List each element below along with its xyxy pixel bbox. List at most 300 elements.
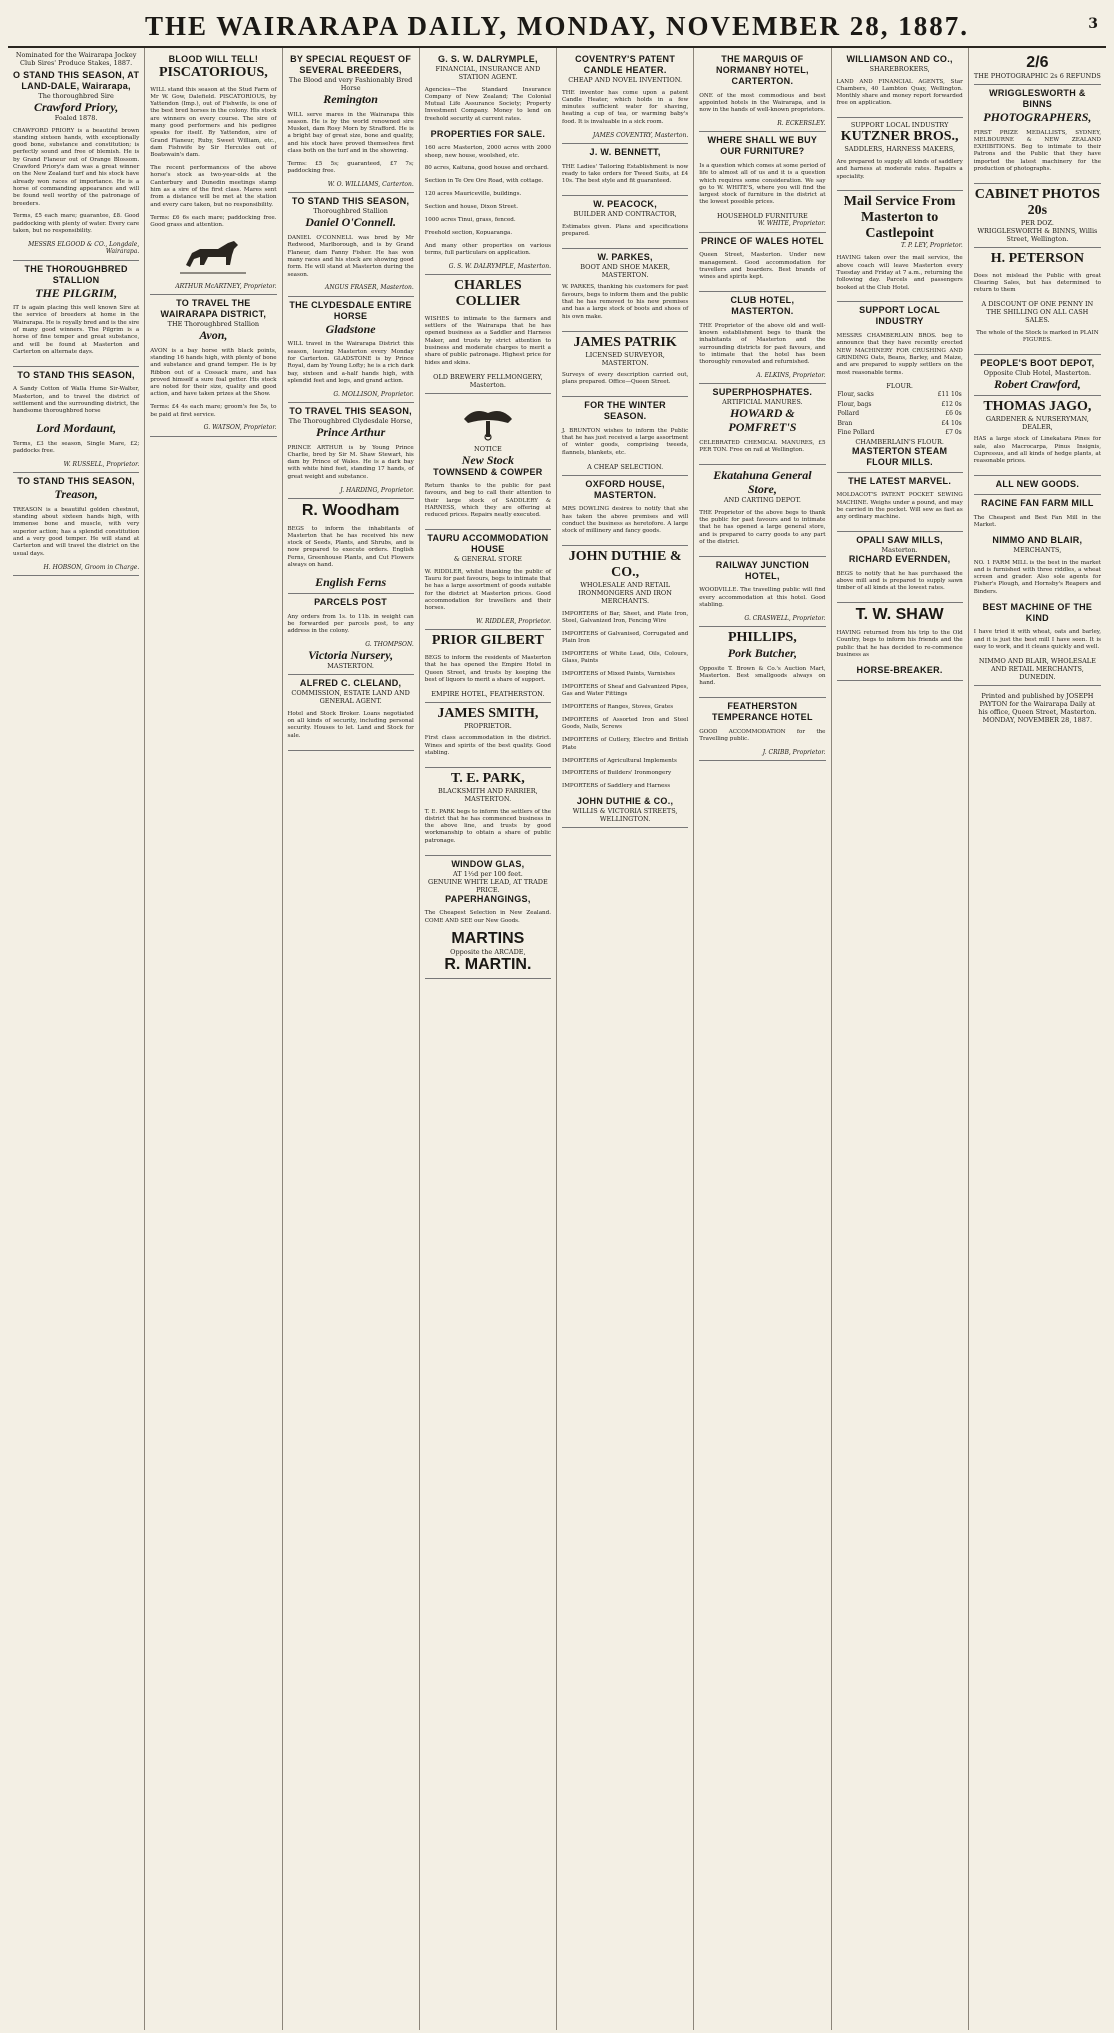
advert-body: T. E. PARK begs to inform the settlers of the district that he has commenced business in the above line, and trusts by good workmanship to obtain a share of public patronage. — [424, 808, 551, 844]
advert-subheading: The thoroughbred Sire — [38, 92, 114, 100]
property-item: Section and house, Dixon Street. — [424, 204, 518, 211]
price-item: Pollard — [837, 410, 860, 418]
advert-subheading: THE PHOTOGRAPHIC 2s 6 REFUNDS — [973, 72, 1101, 80]
advert-heading: SUPERPHOSPHATES. — [712, 387, 813, 398]
advert-heading: J. W. BENNETT, — [589, 146, 661, 157]
advert-avon — [150, 295, 276, 437]
advert-body: WILL serve mares in the Wairarapa this season. He is by the world renowned sire Musket, dam Rosy Morn by Strafford. He is a bright bay of great size, bone and quality, and his stock have proved themselves first class both on the turf and in the showring. — [287, 111, 414, 155]
advert-subheading: WHOLESALE AND RETAIL IRONMONGERS AND IRON MERCHANTS. — [578, 581, 672, 606]
advert-heading: PARCELS POST — [314, 596, 388, 607]
advert-heading: CHARLES COLLIER — [454, 278, 522, 310]
advert-body: W. RIDDLER, whilst thanking the public of Tauru for past favours, begs to intimate that he has a large assortment of goods suitable for the district at Masterton prices. Good accommodation for travellers and their horses. — [424, 568, 551, 612]
importer-item: IMPORTERS of Bar, Sheet, and Plate Iron, Steel, Galvanized Iron, Fencing Wire — [562, 610, 689, 624]
price-item: Bran — [837, 419, 853, 427]
advert-footer: JOHN DUTHIE & CO., — [576, 796, 674, 807]
advert-wrigglesworth — [974, 85, 1101, 184]
price-item: Flour, bags — [837, 400, 872, 408]
advert-signature: J. HARDING, Proprietor. — [340, 486, 414, 494]
advert-body: TREASON is a beautiful golden chestnut, standing about sixteen hands high, with immense bone and muscle, with very superior action; has a splendid constitution and a very good temper. He will stand at Carterton and will travel the district on the usual days. — [13, 506, 140, 557]
advert-body: PRINCE ARTHUR is by Young Prince Charlie, bred by Sir M. Shaw Stewart, his dam by Prince of Wales. He is a dark bay with white hind feet, standing 17 hands, of great weight and substance. — [287, 444, 414, 480]
advert-heading: TAURU ACCOMMODATION HOUSE — [427, 533, 549, 555]
horse-name: THE PILGRIM, — [35, 285, 118, 300]
advert-signature: G. CRASWELL, Proprietor. — [744, 614, 826, 622]
advert-body: THE inventor has come upon a patent Candle Heater, which holds in a few minutes sufficient water for shaving, heating a cup of tea, or warming baby's food. It is invaluable in a sick room. — [562, 89, 689, 125]
advert-body: IT is again placing this well known Sire at the service of breeders at home in the Wairarapa. He is royally bred and is the sire of many good winners. The Pilgrim is a horse of fine temper and great substance, and will be found at Masterton and Carterton on alternate days. — [13, 305, 140, 355]
price-value: £4 10s — [941, 419, 962, 427]
advert-dalrymple — [425, 51, 551, 275]
advert-heading: FOR THE WINTER SEASON. — [584, 400, 666, 422]
advert-new-stock — [425, 394, 551, 531]
advert-all-new-goods — [974, 476, 1101, 495]
advert-lord-mordaunt — [13, 367, 139, 473]
table-row — [837, 409, 963, 419]
advert-subheading: BLACKSMITH AND FARRIER, MASTERTON. — [438, 786, 538, 803]
advert-railway-junction — [699, 557, 825, 627]
advert-signature: W. RUSSELL, Proprietor. — [63, 460, 140, 468]
advert-heading: PRINCE OF WALES HOTEL — [700, 235, 824, 246]
advert-terms: Terms: £5 5s; guaranteed, £7 7s; paddocking free. — [287, 160, 414, 175]
table-row — [837, 428, 963, 438]
importer-item: IMPORTERS of White Lead, Oils, Colours, Glass, Paints — [562, 651, 689, 665]
column-3 — [283, 48, 420, 2030]
newspaper-title: THE WAIRARAPA DAILY, MONDAY, NOVEMBER 28, 1887. — [144, 10, 970, 41]
advert-subheading: ARTIFICIAL MANURES. — [722, 398, 803, 407]
foaled-line: Foaled 1878. — [54, 114, 98, 122]
importers-list — [562, 611, 688, 791]
advert-heading: COVENTRY'S PATENT CANDLE HEATER. — [575, 54, 676, 75]
advert-heading: BY SPECIAL REQUEST OF SEVERAL BREEDERS, — [290, 54, 412, 75]
advert-subheading: Masterton. — [881, 546, 918, 555]
column-1 — [8, 48, 145, 2030]
importer-item: IMPORTERS of Builders' Ironmongery — [562, 770, 672, 777]
advert-heading: THOMAS JAGO, — [983, 398, 1092, 414]
advert-signature: G. WATSON, Proprietor. — [203, 424, 277, 432]
advert-heading: W. PARKES, — [597, 251, 653, 262]
column-4 — [420, 48, 557, 2030]
advert-subheading: English Ferns — [315, 574, 387, 589]
advert-body: GOOD ACCOMMODATION for the Travelling public. — [699, 728, 826, 743]
advert-signature: WRIGGLESWORTH & BINNS, Willis Street, Wellington. — [977, 226, 1098, 243]
advert-heading: T. W. SHAW — [855, 606, 944, 624]
advert-body: BEGS to notify that he has purchased the above mill and is prepared to supply sawn timber of all kinds at the lowest rates. — [836, 570, 963, 592]
importer-item: IMPORTERS of Galvanised, Corrugated and Plain Iron — [562, 630, 689, 645]
nursery-name: Victoria Nursery, — [308, 648, 394, 663]
properties-footer: And many other properties on various terms, full particulars on application. — [424, 242, 551, 257]
advert-heading: THE MARQUIS OF NORMANBY HOTEL, CARTERTON. — [715, 54, 809, 86]
advert-heading-2: PAPERHANGINGS, — [445, 893, 531, 904]
advert-terms: Terms, £3 the season, Single Mare, £2; paddocks free. — [13, 440, 140, 455]
advert-body: THE Ladies' Tailoring Establishment is now ready to take orders for Tweed Suits, at £4 10s. The best style and fit guaranteed. — [562, 163, 689, 185]
advert-oxford-house — [562, 476, 688, 546]
advert-body: WISHES to intimate to the farmers and settlers of the Wairarapa that he has opened business as a Saddler and Harness Maker, and trusts by strict attention to business and moderate charges to merit a share of public patronage. Highest price for hides and skins. — [424, 315, 551, 366]
advert-name: TOWNSEND & COWPER — [433, 466, 543, 477]
advert-subheading: LICENSED SURVEYOR, MASTERTON. — [585, 350, 665, 367]
advert-peacock — [562, 196, 688, 249]
advert-body: DANIEL O'CONNELL was bred by Mr Redwood, Marlborough, and is by Grand Flaneur, dam Fanny Fisher. He has won many races and his stock are showing good form. He will stand at Masterton during the season. — [287, 235, 414, 278]
importer-item: IMPORTERS of Ranges, Stoves, Grates — [562, 704, 674, 711]
advert-the-pilgrim — [13, 261, 139, 367]
advert-crawford-priory — [13, 67, 139, 261]
advert-parkes — [562, 249, 688, 332]
advert-name: KUTZNER BROS., — [840, 129, 959, 145]
advert-heading: CABINET PHOTOS 20s — [974, 186, 1100, 218]
advert-heading: THE LATEST MARVEL. — [848, 475, 952, 486]
advert-subheading: PROPRIETOR. — [463, 721, 512, 730]
nursery-place: MASTERTON. — [327, 662, 374, 671]
advert-subheading: A DISCOUNT OF ONE PENNY IN THE SHILLING ON ALL CASH SALES. — [981, 300, 1094, 325]
horse-name: Treason, — [54, 487, 98, 502]
advert-heading: JOHN DUTHIE & CO., — [568, 549, 682, 581]
advert-heading: OPALI SAW MILLS, — [856, 535, 943, 546]
advert-subheading: PHOTOGRAPHERS, — [983, 110, 1092, 124]
advert-signature: NIMMO AND BLAIR, WHOLESALE AND RETAIL MERCHANTS, DUNEDIN. — [978, 656, 1096, 681]
advert-subheading: THE Thoroughbred Stallion — [167, 320, 260, 329]
advert-heading: Mail Service From Masterton to Castlepoint — [843, 194, 956, 242]
advert-body: THE Proprietor of the above begs to thank the public for past favours and to intimate that he has opened a large general store, and is prepared to carry goods to any part of the district. — [699, 509, 826, 545]
advert-heading: WILLIAMSON AND CO., — [846, 54, 953, 64]
advert-remington — [288, 51, 414, 193]
property-item: 120 acres Mauriceville, buildings. — [424, 191, 522, 198]
advert-body: BEGS to inform the residents of Masterton that he has opened the Empire Hotel in Queen Street, and trusts by keeping the best of liquors to merit a share of support. — [424, 655, 551, 683]
advert-subheading: FINANCIAL, INSURANCE AND STATION AGENT. — [435, 65, 541, 81]
advert-body: Return thanks to the public for past favours, and beg to call their attention to their large stock of SADDLERY & HARNESS, which they are offering at reduced prices. Repairs neatly executed. — [424, 483, 551, 519]
advert-signature: J. CRIBB, Proprietor. — [762, 748, 826, 756]
advert-body-more: The recent performances of the above horse's stock as two-year-olds at the Canterbury and Dunedin meetings stamp him as a sire of the first class. Mares sent from a distance will be met at the station and every care taken, but no responsibility. — [150, 165, 277, 208]
advert-heading: WHERE SHALL WE BUY OUR FURNITURE? — [707, 135, 818, 157]
advert-marquis-hotel — [699, 51, 825, 132]
price-table — [837, 390, 963, 438]
advert-subheading: COMMISSION, ESTATE LAND AND GENERAL AGENT. — [291, 689, 410, 706]
advert-williamson — [837, 51, 963, 118]
advert-james-smith — [425, 703, 551, 768]
advert-footer: OLD BREWERY FELLMONGERY, Masterton. — [433, 372, 543, 389]
advert-heading: TO STAND THIS SEASON, — [291, 196, 410, 207]
advert-subheading: BOOT AND SHOE MAKER, MASTERTON. — [580, 262, 671, 279]
advert-body: MRS DOWLING desires to notify that she has taken the above premises and will conduct the business as heretofore. A large stock of millinery and fancy goods. — [562, 506, 689, 535]
advert-ekatahuna-store — [699, 465, 825, 557]
advert-subheading: Pork Butcher, — [727, 646, 798, 661]
advert-body: Are prepared to supply all kinds of saddlery and harness at moderate rates. Repairs a speciality. — [836, 158, 963, 180]
importer-item: IMPORTERS of Agricultural Implements — [562, 757, 677, 764]
advert-peterson — [974, 248, 1101, 355]
advert-tauru-house — [425, 530, 551, 630]
advert-terms: Terms: £4 4s each mare; groom's fee 5s, to be paid at first service. — [150, 404, 277, 418]
advert-daniel-oconnell — [288, 193, 414, 296]
properties-heading: PROPERTIES FOR SALE. — [430, 128, 546, 139]
advert-signature: H. HOBSON, Groom in Charge. — [43, 563, 140, 571]
advert-body: MESSRS CHAMBERLAIN BROS. beg to announce that they have recently erected NEW MACHINERY FOR CRUSHING AND GRINDING Oats, Beans, Barley, and Maize, and are prepared to supply settlers on the most reasonable terms. — [836, 333, 963, 376]
advert-place: WILLIS & VICTORIA STREETS, WELLINGTON. — [572, 807, 678, 824]
advert-name: Robert Crawford, — [994, 376, 1081, 391]
advert-prince-arthur — [288, 403, 414, 499]
advert-subheading: Thoroughbred Stallion — [313, 207, 388, 216]
martins-name: R. MARTIN. — [444, 956, 532, 974]
advert-peoples-boot-depot — [974, 355, 1101, 396]
advert-gladstone — [288, 297, 414, 403]
advert-heading: WRIGGLESWORTH & BINNS — [989, 88, 1086, 109]
advert-body: WILL stand this season at the Stud Farm of Mr W. Gow, Dalefield. PISCATORIOUS, by Yattendon (Imp.), out of Fishwife, is one of the best bred horses in the colony. His stock are winners on every course. The sire of many good performers and his pedigree speaks for itself. By Yattendon, sire of Grand Flaneur, Ruby, Sweet William, etc., dam Fishwife by Sir Hercules out of Boatswain's dam. — [150, 86, 277, 159]
advert-body: HAS a large stock of Linekatara Pines for sale, also Macrocarpa, Pinus Insignis, Cupressus, and all kinds of hedge plants, at reasonable prices. — [973, 436, 1101, 465]
advert-body: Opposite T. Brown & Co.'s Auction Mart, Masterton. Best smallgoods always on hand. — [699, 665, 826, 687]
advert-collier — [425, 275, 551, 393]
advert-kutzner — [837, 118, 963, 191]
advert-mail-service — [837, 191, 963, 302]
advert-body: CELEBRATED CHEMICAL MANURES, £5 PER TON. Free on rail at Wellington. — [699, 439, 826, 454]
advert-signature: JAMES COVENTRY, Masterton. — [592, 131, 689, 139]
advert-subheading: A CHEAP SELECTION. — [587, 462, 664, 471]
advert-signature: R. ECKERSLEY. — [777, 120, 826, 128]
advert-subheading: SADDLERS, HARNESS MAKERS, — [844, 145, 955, 154]
horse-name: Avon, — [199, 328, 228, 343]
advert-patrik — [562, 332, 688, 398]
advert-shaw — [837, 603, 963, 680]
price-value: £7 0s — [945, 429, 962, 437]
martins-subheading: Opposite the ARCADE, — [450, 948, 526, 957]
mill-heading: MASTERTON STEAM FLOUR MILLS. — [851, 445, 948, 467]
advert-temperance-hotel — [699, 698, 825, 761]
advert-heading: O STAND THIS SEASON, AT LAND-DALE, Wairarapa, — [13, 70, 140, 91]
advert-subheading: The Blood and very Fashionably Bred Horse — [288, 76, 413, 92]
printer-imprint: Printed and published by JOSEPH PAYTON for the Wairarapa Daily at his office, Queen Street, Masterton. MONDAY, NOVEMBER 28, 1887. — [978, 692, 1097, 725]
advert-body: WILL travel in the Wairarapa District this season, leaving Masterton every Monday for Carterton. GLADSTONE is by Prince Royal, dam by Young Lofty; he is a rich dark bay, sixteen and a-half hands high, with splendid feet and legs, and grand action. — [287, 341, 414, 384]
advert-heading: OXFORD HOUSE, MASTERTON. — [585, 478, 665, 500]
advert-terms: Terms, £5 each mare; guarantee, £8. Good paddocking with plenty of water. Every care taken, but no responsibility. — [13, 213, 140, 235]
advert-subheading: The Thoroughbred Clydesdale Horse, — [288, 416, 413, 425]
advert-signature: G. THOMPSON. — [365, 641, 414, 648]
page-number: 3 — [1088, 16, 1098, 32]
advert-subheading: BUILDER AND CONTRACTOR, — [573, 210, 677, 219]
advert-cleland — [288, 675, 414, 750]
advert-body: THE Proprietor of the above old and well-known establishment begs to thank the inhabitants of Masterton and the surrounding districts for past favours, and to intimate that the hotel has been thoroughly renovated and refurnished. — [699, 322, 826, 366]
advert-furniture — [699, 132, 825, 232]
advert-cabinet-photos — [974, 184, 1101, 248]
nominated-notice: Nominated for the Wairarapa Jockey Club Sires' Produce Stakes, 1887. — [15, 51, 137, 67]
advert-chamberlain — [837, 302, 963, 472]
advert-racine-fan-mill — [974, 495, 1101, 686]
advert-signature: A. ELKINS, Proprietor. — [756, 371, 826, 379]
advert-photographic-refunds — [974, 51, 1101, 85]
advert-body: Opposite Club Hotel, Masterton. — [983, 368, 1092, 377]
column-grid — [8, 48, 1106, 2030]
advert-heading: FEATHERSTON TEMPERANCE HOTEL — [711, 701, 813, 723]
advert-superphosphates — [699, 384, 825, 465]
advert-jago — [974, 396, 1101, 476]
advert-body: Queen Street, Masterton. Under new management. Good accommodation for travellers and boarders. Best brands of wines and spirits kept. — [699, 252, 826, 281]
advert-body: AVON is a bay horse with black points, standing 16 hands high, with plenty of bone and substance and grand temper. He is by Ribbon out of a Cossack mare, and has proved himself a sure foal getter. His stock are noted for their size, quality and good action, and have taken prizes at the Show. — [150, 347, 277, 398]
advert-heading: THE CLYDESDALE ENTIRE HORSE — [289, 299, 412, 321]
advert-body: The Cheapest and Best Fan Mill in the Market. — [973, 514, 1101, 529]
advert-body: Any orders from 1s. to 11b. in weight can be forwarded per parcels post, to any address in the colony. — [287, 613, 414, 635]
saddle-icon — [458, 401, 518, 441]
advert-signature: W. O. WILLIAMS, Carterton. — [327, 181, 414, 189]
advert-subheading: HORSE-BREAKER. — [856, 664, 943, 675]
column-7 — [832, 48, 969, 2030]
table-row — [837, 400, 963, 410]
importer-item: IMPORTERS of Cutlery, Electro and British Plate — [562, 737, 689, 751]
advert-signature: G. MOLLISON, Proprietor. — [333, 390, 414, 398]
advert-winter-season — [562, 397, 688, 475]
advert-heading: T. E. PARK, — [450, 770, 525, 786]
advert-club-hotel — [699, 292, 825, 384]
advert-heading: SUPPORT LOCAL INDUSTRY — [859, 305, 941, 327]
advert-heading: W. PEACOCK, — [593, 199, 658, 210]
advert-heading: H. PETERSON — [990, 250, 1085, 266]
testimonial-body: I have tried it with wheat, oats and barley, and it is just the best mill I have seen. It is easy to work, and it cleans quickly and well. — [973, 629, 1101, 650]
advert-body: HAVING returned from his trip to the Old Country, begs to inform his friends and the public that he has decided to re-commence business as — [836, 629, 963, 658]
advert-signature: W. WHITE, Proprietor. — [757, 220, 826, 228]
advert-signature: MESSRS ELGOOD & CO., Longdale, Wairarapa. — [28, 240, 140, 256]
advert-window-glass — [425, 856, 551, 980]
advert-woodham — [288, 499, 414, 594]
advert-signature: W. RIDDLER, Proprietor. — [476, 618, 551, 626]
importer-item: IMPORTERS of Assorted Iron and Steel Goods, Nails, Screws — [562, 717, 689, 731]
martins-heading: MARTINS — [451, 930, 525, 948]
advert-body: A Sandy Cotton of Walla Hume Sir-Walter, Masterton, and to travel the district of settlement and the surrounding district, the handsome thoroughbred horse — [13, 386, 140, 415]
advert-heading: TO STAND THIS SEASON, — [17, 369, 135, 380]
advert-heading: TO TRAVEL THE WAIRARAPA DISTRICT, — [160, 298, 267, 320]
horse-icon — [178, 235, 248, 279]
column-5 — [557, 48, 694, 2030]
advert-body: ONE of the most commodious and best appointed hotels in the Wairarapa, and is now in the hands of well-known proprietors. — [699, 92, 826, 114]
table-row — [837, 390, 963, 400]
merchant-body: NO. 1 FARM MILL is the best in the market and is furnished with three riddles, a wheat screen and grader. Also sole agents for Fisher's Plough, and Hornsby's Reapers and Binders. — [973, 559, 1101, 595]
advert-heading: CLUB HOTEL, MASTERTON. — [730, 295, 795, 317]
advert-treason — [13, 473, 139, 576]
advert-body: J. BRUNTON wishes to inform the Public that he has just received a large assortment of winter goods, comprising tweeds, flannels, blankets, etc. — [562, 427, 689, 456]
advert-heading: ALL NEW GOODS. — [995, 479, 1080, 490]
advert-body: GENUINE WHITE LEAD, AT TRADE PRICE. — [428, 877, 548, 894]
advert-heading: THE THOROUGHBRED STALLION — [24, 263, 128, 285]
table-row — [837, 419, 963, 429]
property-list — [425, 145, 551, 237]
advert-body: Surveys of every description carried out, plans prepared. Office—Queen Street. — [562, 372, 689, 386]
property-item: 160 acre Masterton, 2000 acres with 2000 sheep, new house, woolshed, etc. — [424, 145, 551, 159]
advert-sewing-machine — [837, 473, 963, 532]
advert-prince-of-wales — [699, 233, 825, 292]
advert-body: LAND AND FINANCIAL AGENTS, Star Chambers, 40 Lambton Quay, Wellington. Monthly share and money report forwarded free on application. — [836, 78, 963, 107]
advert-subheading: HOUSEHOLD FURNITURE — [716, 212, 808, 221]
advert-heading: SUPPORT LOCAL INDUSTRY — [850, 121, 949, 130]
advert-body-2: The Cheapest Selection in New Zealand. COME AND SEE our New Goods. — [424, 910, 551, 924]
horse-name: PISCATORIOUS, — [158, 65, 268, 80]
advert-signature: CHAMBERLAIN'S FLOUR. — [855, 437, 944, 446]
property-item: 1000 acres Tinui, grass, fenced. — [424, 217, 516, 224]
advert-heading: WINDOW GLAS, — [451, 858, 525, 869]
horse-name: Lord Mordaunt, — [36, 421, 117, 436]
advert-body: MOLDACOT'S PATENT POCKET SEWING MACHINE. Weighs under a pound, and may be carried in the pocket. Will sew as fast as any ordinary machine. — [836, 492, 963, 521]
advert-heading: TO STAND THIS SEASON, — [17, 476, 135, 487]
advert-heading: ALFRED C. CLELAND, — [299, 678, 402, 689]
advert-heading: JAMES PATRIK — [573, 334, 677, 350]
property-item: Freehold section, Kopuaranga. — [424, 229, 513, 236]
price-value: £6 0s — [945, 410, 962, 418]
advert-footer: The whole of the Stock is marked in PLAIN FIGURES. — [976, 329, 1099, 343]
advert-subheading: AND CARTING DEPOT. — [723, 496, 801, 505]
horse-name: Crawford Priory, — [34, 100, 119, 114]
price-value: £11 10s — [937, 391, 962, 399]
advert-parcels-post — [288, 594, 414, 675]
notice-label: NOTICE — [474, 444, 502, 453]
advert-opali-saw-mills — [837, 532, 963, 603]
property-item: 80 acres, Kaituna, good house and orchard. — [424, 165, 549, 172]
advert-piscatorious — [150, 51, 276, 295]
advert-heading: 2/6 — [1026, 54, 1049, 71]
advert-heading: R. Woodham — [301, 501, 400, 519]
advert-subheading: GARDENER & NURSERYMAN, DEALER, — [985, 414, 1089, 431]
masthead — [8, 6, 1106, 48]
price-item: Flour, sacks — [837, 391, 874, 399]
price-item: Fine Pollard — [837, 429, 875, 437]
column-8 — [969, 48, 1106, 2030]
advert-body: Hotel and Stock Broker. Loans negotiated on all kinds of security, including personal security. Houses to let. Land and Stock for sale. — [287, 710, 414, 739]
advert-signature: ANGUS FRASER, Masterton. — [325, 284, 414, 292]
advert-prior-gilbert — [425, 630, 551, 702]
advert-body: Estimates given. Plans and specifications prepared. — [562, 223, 689, 237]
advert-heading: RAILWAY JUNCTION HOTEL, — [715, 559, 810, 581]
advert-duthie — [562, 546, 688, 828]
advert-signature: G. S. W. DALRYMPLE, Masterton. — [448, 262, 551, 270]
testimonial-heading: BEST MACHINE OF THE KIND — [982, 601, 1093, 623]
advert-signature: ARTHUR McARTNEY, Proprietor. — [175, 282, 277, 290]
advert-body: First class accommodation in the district. Wines and spirits of the best quality. Good stabling. — [424, 735, 551, 757]
advert-heading: PEOPLE'S BOOT DEPOT, — [980, 357, 1095, 368]
advert-heading: PRIOR GILBERT — [431, 633, 544, 649]
horse-name: Remington — [323, 92, 378, 106]
advert-heading: PHILLIPS, — [727, 630, 797, 646]
advert-heading: JAMES SMITH, — [437, 705, 539, 721]
advert-candle-heater — [562, 51, 688, 144]
prices-heading: FLOUR. — [886, 382, 913, 391]
property-item: Section in Te Ore Ore Road, with cottage. — [424, 178, 544, 185]
column-6 — [694, 48, 831, 2030]
advert-subheading: CHEAP AND NOVEL INVENTION. — [568, 76, 683, 84]
advert-body: Agencies—The Standard Insurance Company of New Zealand; The Colonial Mutual Life Assurance Society; Property Investment Company. Money to lend on freehold security at current rates. — [424, 86, 551, 122]
advert-park-blacksmith — [425, 768, 551, 856]
advert-heading: New Stock — [461, 452, 515, 467]
advert-heading: TO TRAVEL THIS SEASON, — [289, 405, 412, 416]
merchant-subheading: MERCHANTS, — [1013, 545, 1062, 554]
advert-body: Is a question which comes at some period of life to almost all of us and it is a question which requires some consideration. We say go to W. WHITE'S, where you will find the largest stock of furniture in the district at the lowest possible prices. — [699, 162, 826, 206]
advert-bennett — [562, 144, 688, 196]
advert-signature: T. P. LEY, Proprietor. — [900, 242, 963, 250]
advert-heading: Ekatahuna General Store, — [713, 468, 812, 497]
horse-name: Gladstone — [325, 321, 376, 336]
advert-heading: BLOOD WILL TELL! — [168, 54, 259, 64]
advert-name: RICHARD EVERNDEN, — [848, 554, 951, 565]
advert-body: CRAWFORD PRIORY is a beautiful brown standing sixteen hands, with exceptionally good bone, substance and constitution; is perfectly sound and free of blemish. He is by Grand Flaneur out of Orange Blossom. Crawford Priory's dam was a great winner on the New Zealand turf and his stock have already won races of importance. He is a horse of commanding appearance and will be found well worthy of the patronage of breeders. — [13, 127, 140, 207]
advert-subheading: AT 1½d per 100 feet. — [452, 869, 523, 878]
advert-body: W. PARKES, thanking his customers for past favours, begs to inform them and the public that he has removed to his new premises and has a large stock of boots and shoes of his own make. — [562, 284, 689, 320]
advert-body: HAVING taken over the mail service, the above coach will leave Masterton every Tuesday and Friday at 7 a.m., returning the following day. Parcels and passengers booked at the Club Hotel. — [836, 255, 963, 291]
advert-subheading: & GENERAL STORE — [453, 555, 522, 564]
advert-body: WOODVILLE. The travelling public will find every accommodation at this hotel. Good stabling. — [699, 587, 826, 608]
column-2 — [145, 48, 282, 2030]
advert-terms: Terms: £6 6s each mare; paddocking free. Good grass and attention. — [150, 214, 277, 228]
advert-name: HOWARD & POMFRET'S — [728, 406, 797, 435]
advert-subheading: SHAREBROKERS, — [869, 65, 930, 73]
advert-body: BEGS to inform the inhabitants of Masterton that he has received his new stock of Seeds, Plants, and Shrubs, and is now prepared to execute orders. English Ferns, Greenhouse Plants, and Cut Flowers always on hand. — [287, 525, 414, 569]
advert-phillips — [699, 627, 825, 698]
advert-body: Does not mislead the Public with great Clearing Sales, but has determined to return to them — [973, 272, 1101, 294]
advert-place: EMPIRE HOTEL, FEATHERSTON. — [431, 689, 545, 698]
horse-name: Prince Arthur — [316, 424, 386, 439]
advert-heading: G. S. W. DALRYMPLE, — [437, 54, 538, 64]
advert-body: FIRST PRIZE MEDALLISTS, SYDNEY, MELBOURNE & NEW ZEALAND EXHIBITIONS. Beg to intimate to their Patrons and the Public that they have imported the latest machinery for the production of photographs. — [973, 129, 1101, 173]
merchant-name: NIMMO AND BLAIR, — [992, 534, 1083, 545]
importer-item: IMPORTERS of Saddlery and Harness — [562, 783, 671, 790]
horse-name: Daniel O'Connell. — [305, 215, 396, 230]
advert-heading: RACINE FAN FARM MILL — [981, 498, 1094, 509]
